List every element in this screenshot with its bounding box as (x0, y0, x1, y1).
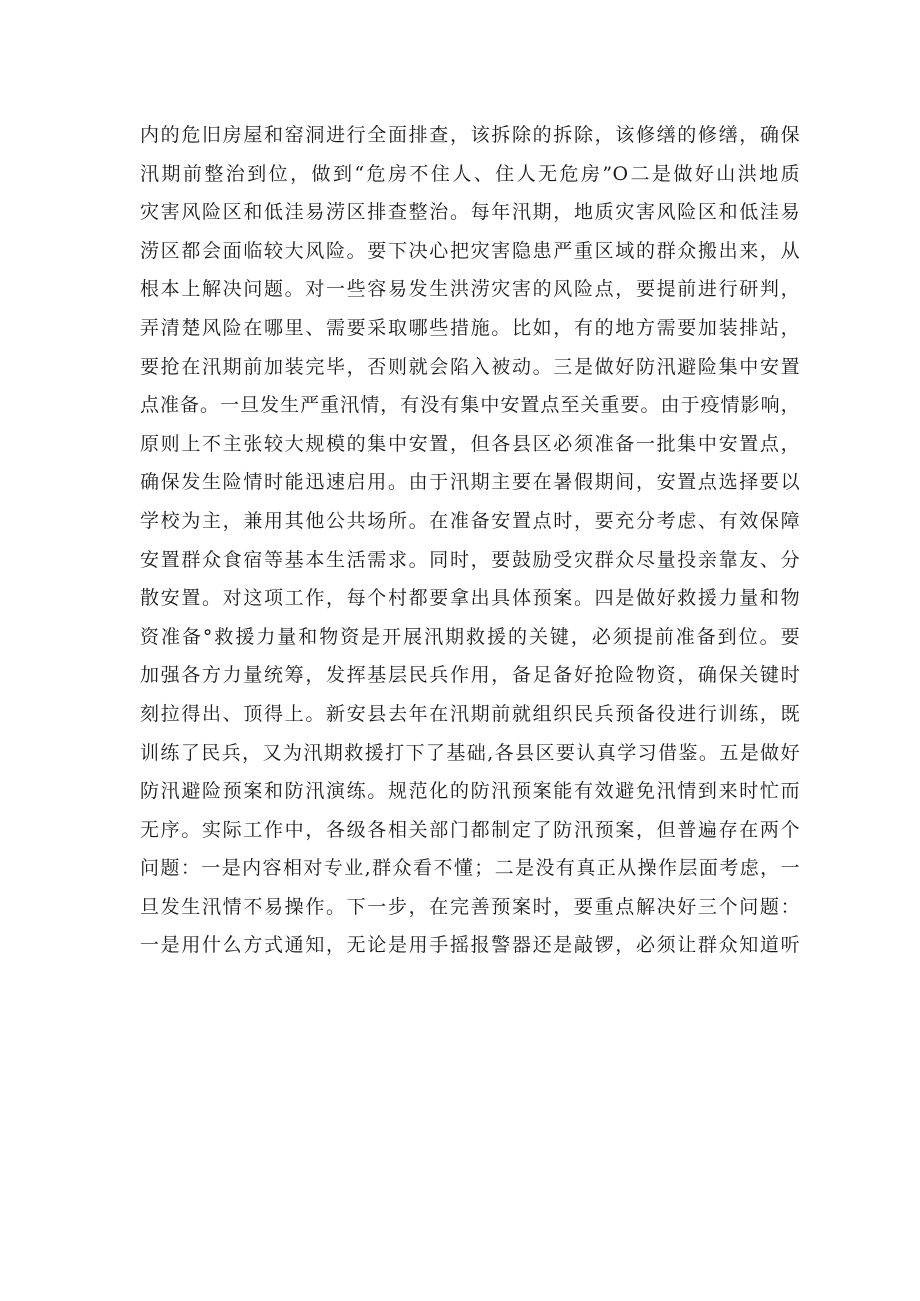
text-line: 加强各方力量统筹，发挥基层民兵作用，备足备好抢险物资，确保关键时 (140, 664, 800, 687)
text-line: 原则上不主张较大规模的集中安置，但各县区必须准备一批集中安置点， (140, 432, 800, 455)
text-line: 涝区都会面临较大风险。要下决心把灾害隐患严重区域的群众搬出来，从 (140, 239, 800, 262)
text-line: 一是用什么方式通知，无论是用手摇报警器还是敲锣，必须让群众知道听 (140, 934, 800, 957)
text-line: 灾害风险区和低洼易涝区排查整治。每年汛期，地质灾害风险区和低洼易 (140, 201, 800, 224)
text-line: 安置群众食宿等基本生活需求。同时，要鼓励受灾群众尽量投亲靠友、分 (140, 548, 800, 571)
text-line: 散安置。对这项工作，每个村都要拿出具体预案。四是做好救援力量和物 (140, 587, 800, 610)
text-line: 无序。实际工作中，各级各相关部门都制定了防汛预案，但普遍存在两个 (140, 818, 800, 841)
text-line: 确保发生险情时能迅速启用。由于汛期主要在暑假期间，安置点选择要以 (140, 471, 800, 494)
text-line: 根本上解决问题。对一些容易发生洪涝灾害的风险点，要提前进行研判， (140, 278, 800, 301)
text-line: 问题：一是内容相对专业,群众看不懂；二是没有真正从操作层面考虑，一 (140, 857, 800, 880)
body-text (140, 116, 800, 965)
text-line: 学校为主，兼用其他公共场所。在准备安置点时，要充分考虑、有效保障 (140, 509, 800, 532)
text-line: 内的危旧房屋和窑洞进行全面排查，该拆除的拆除，该修缮的修缮，确保 (140, 124, 800, 146)
text-line: 资准备°救援力量和物资是开展汛期救援的关键，必须提前准备到位。要 (140, 625, 800, 648)
text-line: 刻拉得出、顶得上。新安县去年在汛期前就组织民兵预备役进行训练，既 (140, 702, 800, 725)
text-line: 弄清楚风险在哪里、需要采取哪些措施。比如，有的地方需要加装排站， (140, 316, 800, 339)
text-line: 训练了民兵，又为汛期救援打下了基础,各县区要认真学习借鉴。五是做好 (140, 741, 800, 764)
text-line: 防汛避险预案和防汛演练。规范化的防汛预案能有效避免汛情到来时忙而 (140, 780, 800, 803)
text-line: 汛期前整治到位，做到“危房不住人、住人无危房”O二是做好山洪地质 (140, 162, 800, 185)
text-line: 旦发生汛情不易操作。下一步，在完善预案时，要重点解决好三个问题： (140, 895, 800, 918)
text-line: 点准备。一旦发生严重汛情，有没有集中安置点至关重要。由于疫情影响， (140, 394, 800, 417)
text-line: 要抢在汛期前加装完毕，否则就会陷入被动。三是做好防汛避险集中安置 (140, 355, 800, 378)
